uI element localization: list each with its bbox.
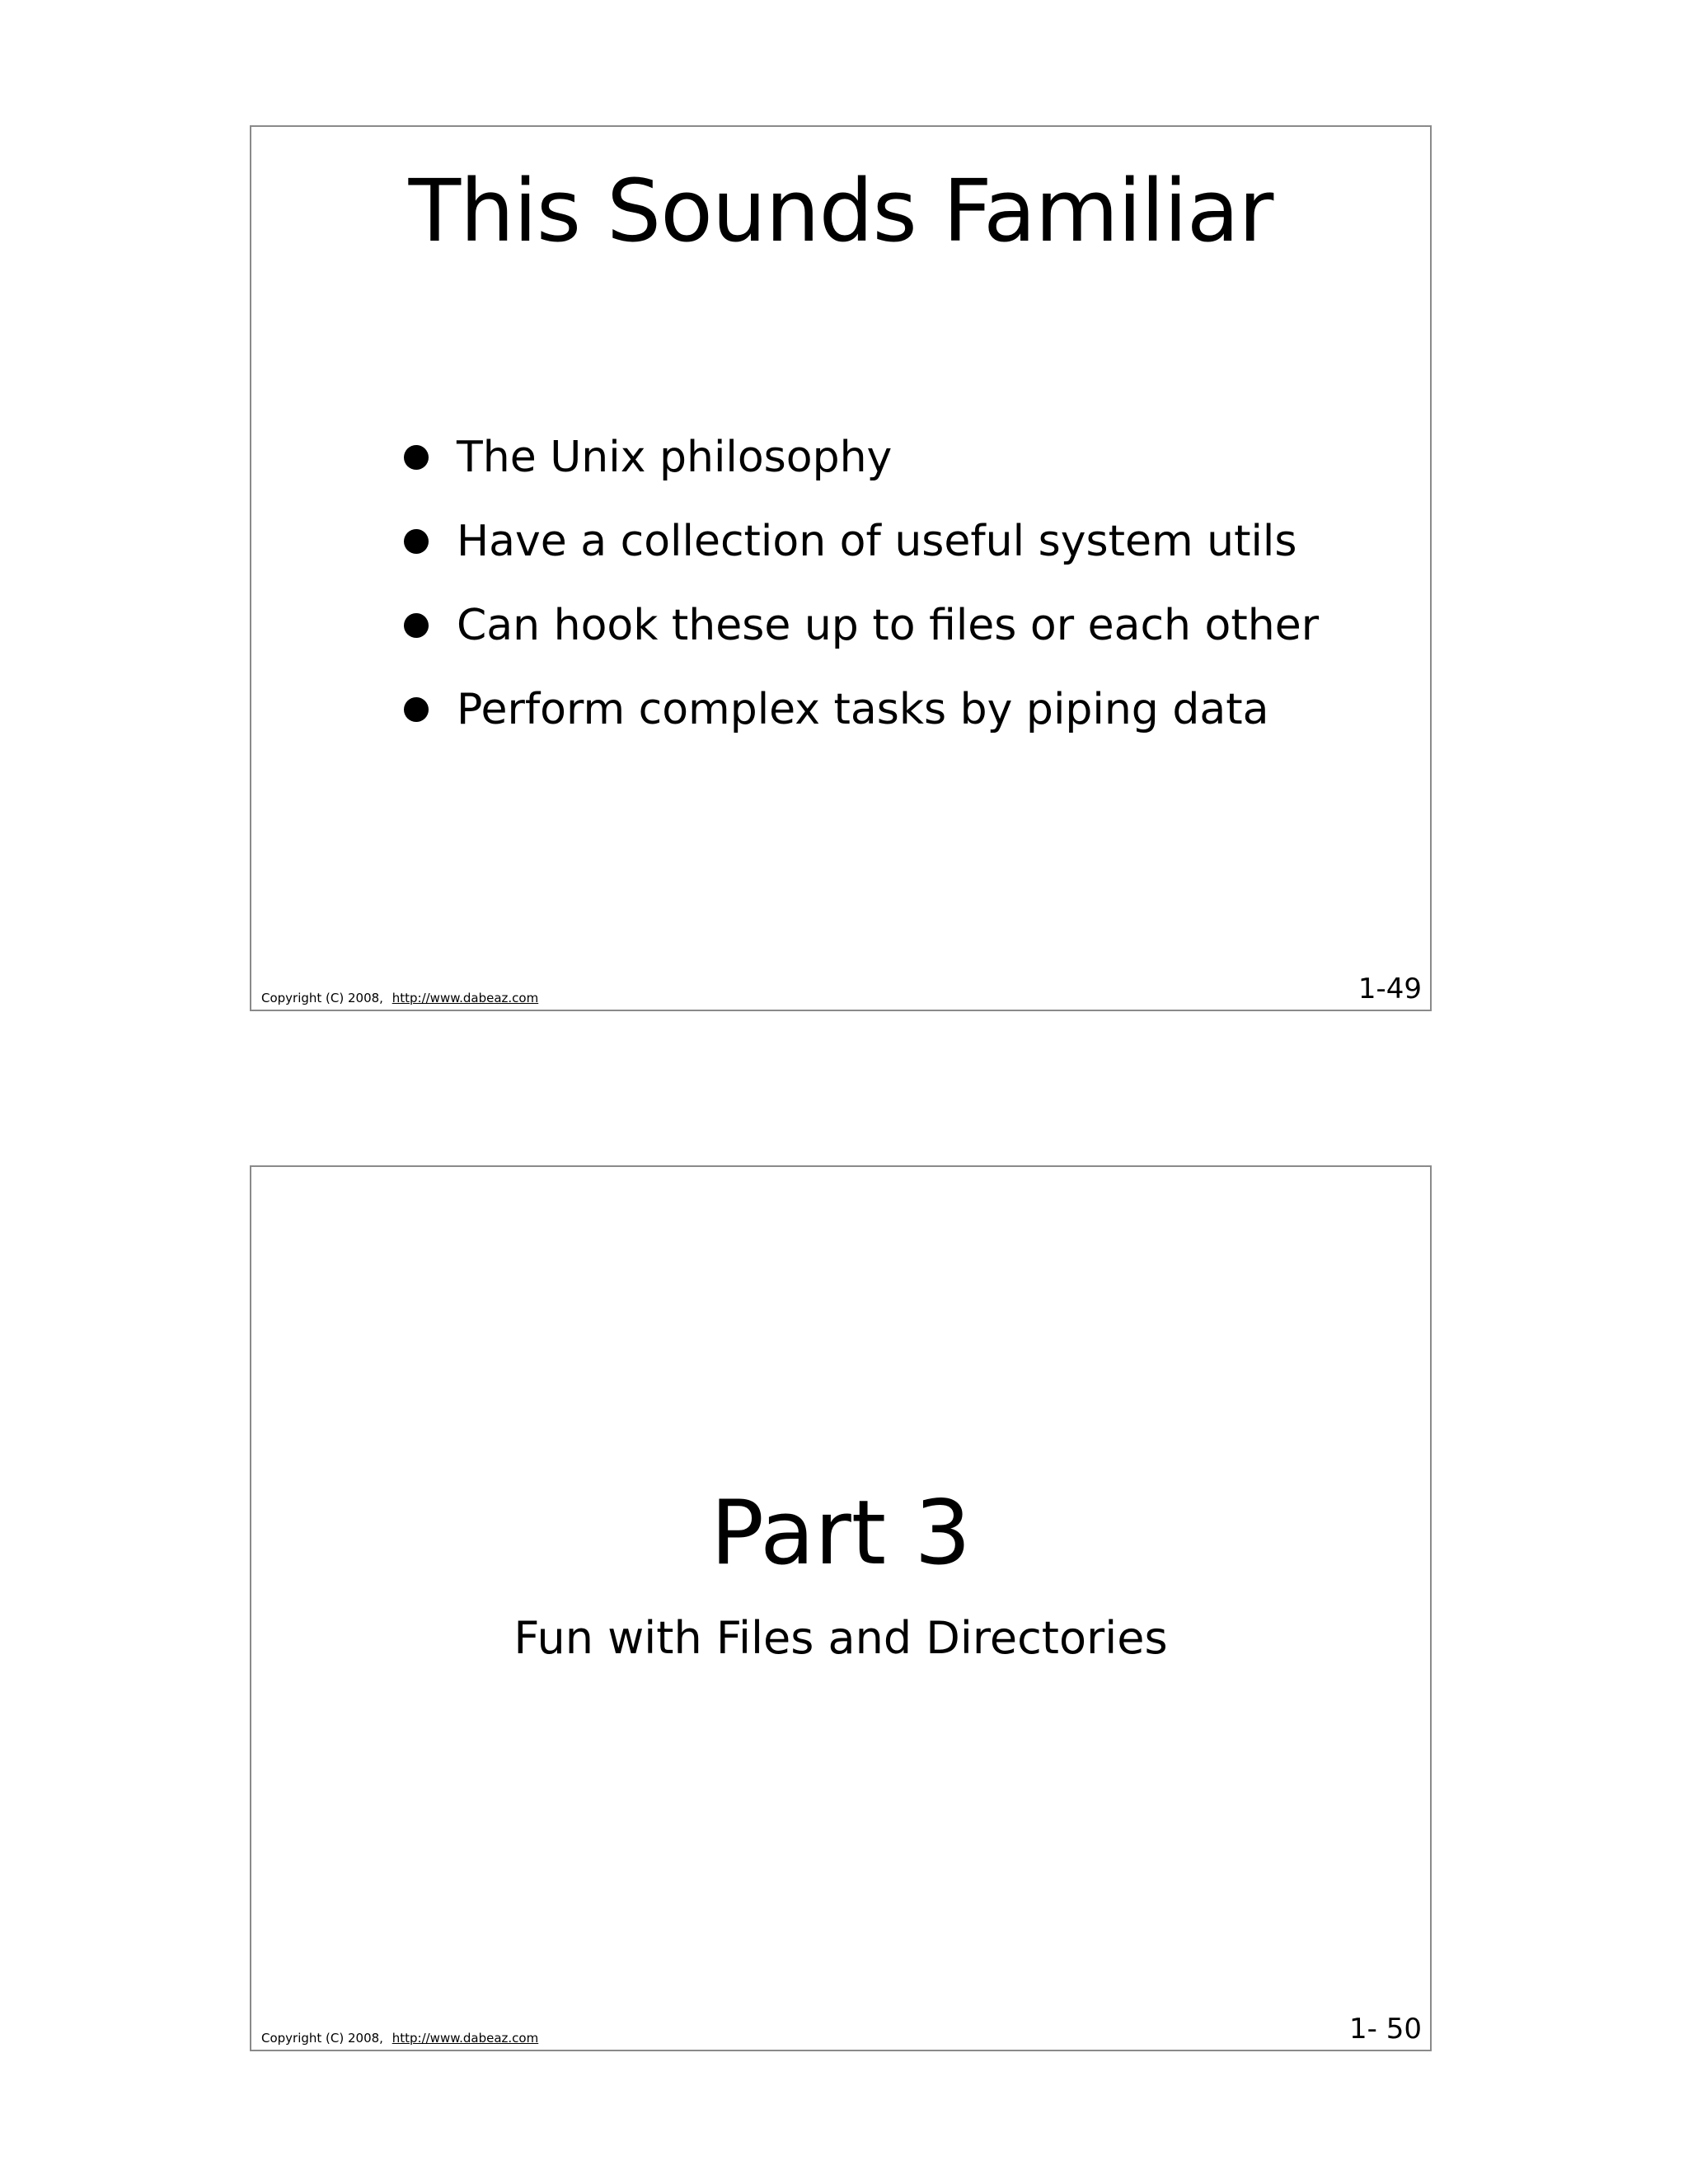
bullet-icon <box>404 445 429 470</box>
slide-number: 1- 50 <box>1349 2013 1422 2046</box>
bullet-list <box>404 415 1319 752</box>
list-item <box>404 583 1319 668</box>
website-link[interactable]: http://www.dabeaz.com <box>392 991 539 1005</box>
footer-copyright <box>261 992 538 1005</box>
section-subtitle: Fun with Files and Directories <box>513 1612 1168 1664</box>
footer-copyright <box>261 2032 538 2045</box>
copyright-text: Copyright (C) 2008, <box>261 2031 383 2046</box>
slide-number: 1-49 <box>1357 972 1422 1005</box>
slide-1-49 <box>250 125 1432 1011</box>
bullet-icon <box>404 529 429 554</box>
list-item <box>404 499 1319 583</box>
slide-1-50 <box>250 1165 1432 2051</box>
bullet-text: Have a collection of useful system utils <box>457 517 1297 566</box>
bullet-text: Can hook these up to files or each other <box>457 601 1320 650</box>
slide-title: This Sounds Familiar <box>408 161 1273 261</box>
list-item <box>404 668 1319 752</box>
bullet-text: Perform complex tasks by piping data <box>457 685 1269 734</box>
copyright-text: Copyright (C) 2008, <box>261 991 383 1005</box>
bullet-icon <box>404 613 429 638</box>
bullet-text: The Unix philosophy <box>457 433 893 482</box>
bullet-icon <box>404 697 429 722</box>
website-link[interactable]: http://www.dabeaz.com <box>392 2031 539 2046</box>
list-item <box>404 415 1319 499</box>
section-title: Part 3 <box>710 1482 972 1585</box>
